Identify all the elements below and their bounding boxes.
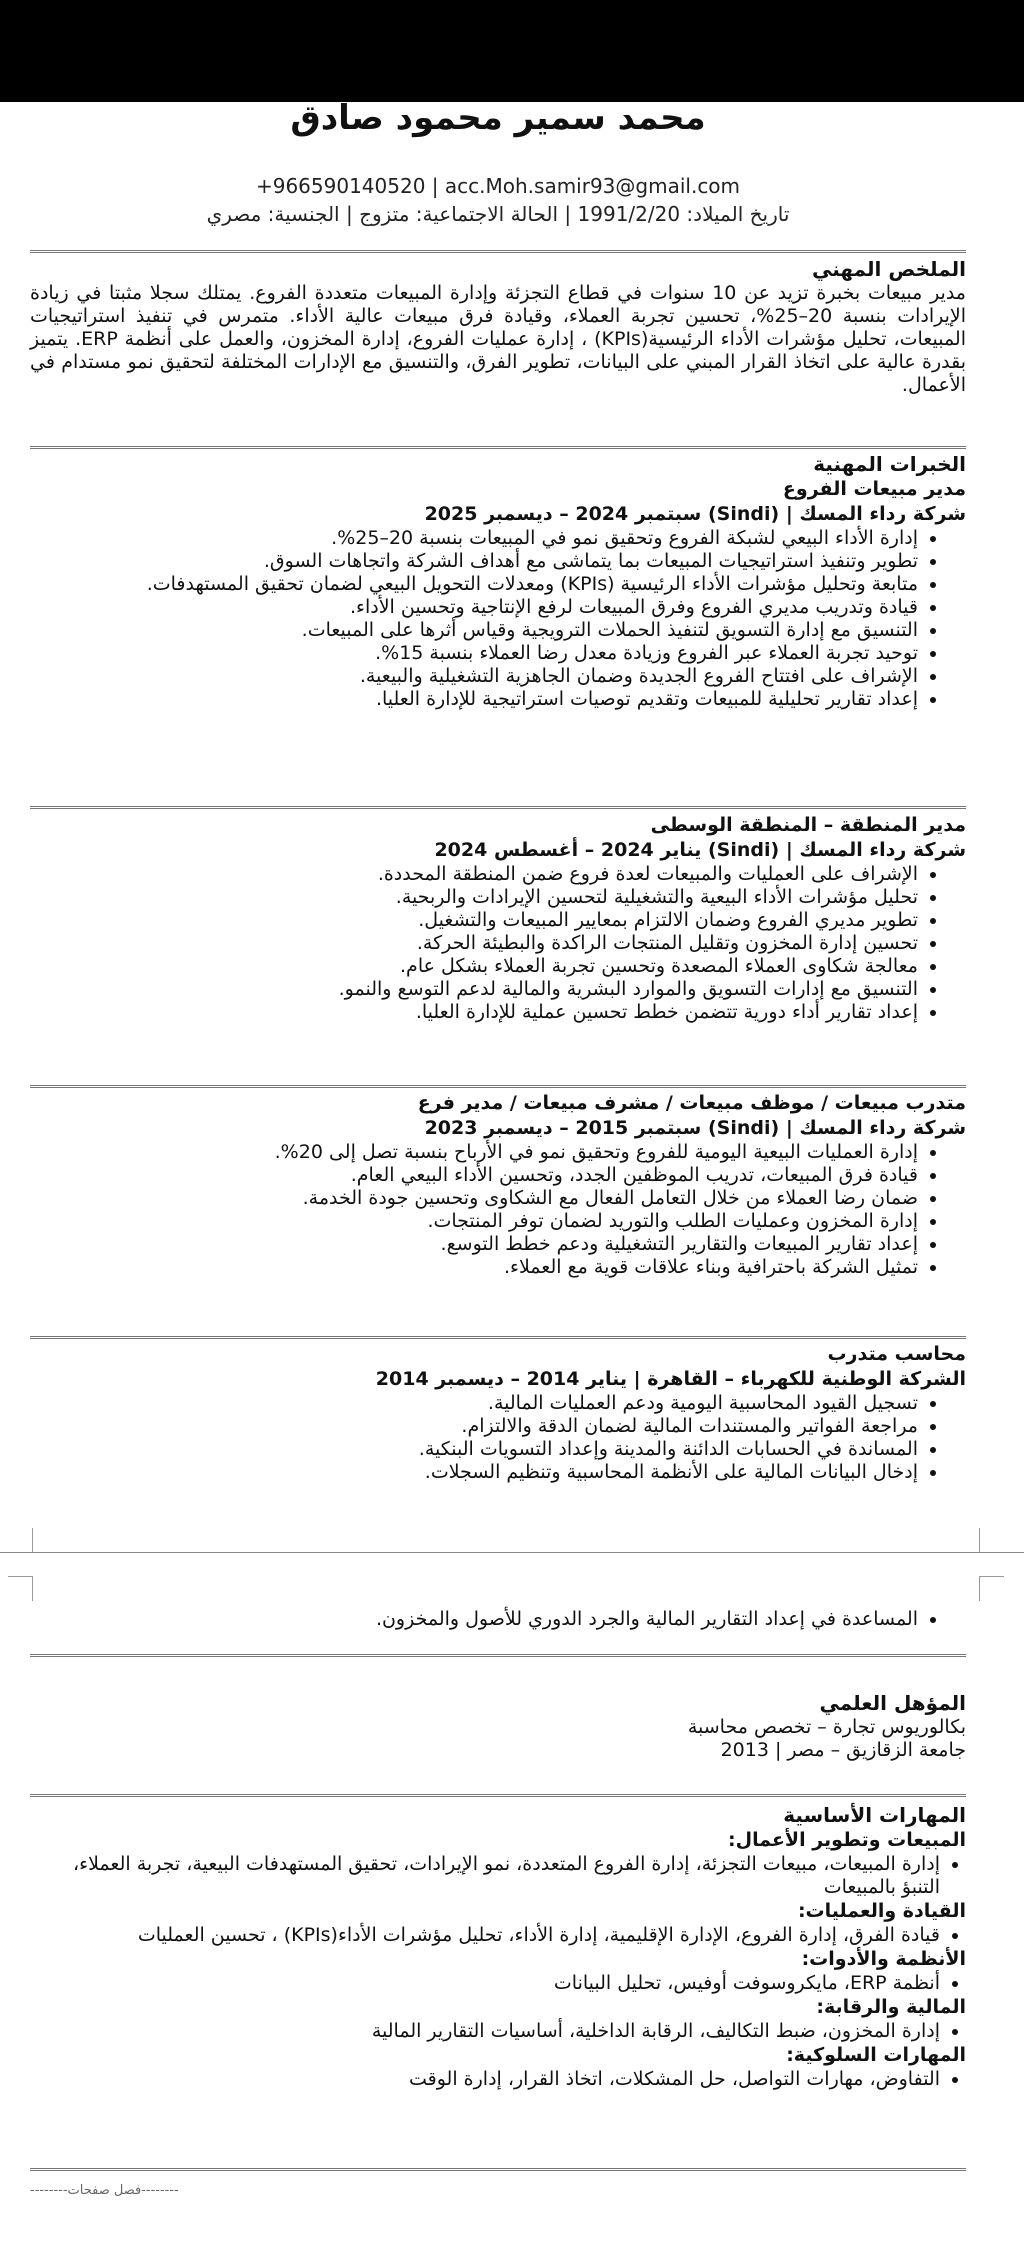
job-role: متدرب مبيعات / موظف مبيعات / مشرف مبيعات / مدير فرع xyxy=(417,1092,966,1114)
separator: | xyxy=(425,174,439,198)
list-item: • تمثيل الشركة باحترافية وبناء علاقات قوية مع العملاء. xyxy=(30,1256,918,1279)
list-item: • متابعة وتحليل مؤشرات الأداء الرئيسية (KPIs) ومعدلات التحويل البيعي لضمان تحقيق المستهدفات. xyxy=(30,573,918,596)
job-bullets xyxy=(30,1608,966,1631)
summary-text: مدير مبيعات بخبرة تزيد عن 10 سنوات في قطاع التجزئة وإدارة المبيعات متعددة الفروع. يمتلك سجلا مثبتا في زيادة الإيرادات بنسبة 20–25%، تحسين تجربة العملاء، وقيادة فرق مبيعات عالية الأداء. متمرس في تنفيذ استراتيجيات المبيعات، تحليل مؤشرات الأداء الرئيسية(KPIs) ، إدارة عمليات الفروع، إدارة المخزون، والعمل على أنظمة ERP. يتميز بقدرة عالية على اتخاذ القرار المبني على البيانات، تطوير الفرق، والتنسيق مع الإدارات المختلفة لتحقيق نمو مستدام في الأعمال. xyxy=(30,282,966,396)
list-item: • أنظمة ERP، مايكروسوفت أوفيس، تحليل البيانات xyxy=(30,1972,940,1995)
list-item: • التنسيق مع إدارات التسويق والموارد البشرية والمالية لدعم التوسع والنمو. xyxy=(30,978,918,1001)
job-company: شركة رداء المسك | (Sindi) يناير 2024 – أغسطس 2024 xyxy=(434,839,966,861)
list-item: • إعداد تقارير أداء دورية تتضمن خطط تحسين عملية للإدارة العليا. xyxy=(30,1001,918,1024)
skills-title: المهارات الأساسية xyxy=(783,1803,966,1827)
list-item: • الإشراف على العمليات والمبيعات لعدة فروع ضمن المنطقة المحددة. xyxy=(30,863,918,886)
job-1 xyxy=(30,451,966,711)
summary-section xyxy=(30,256,966,397)
page-break xyxy=(0,1532,1024,1604)
job-bullets xyxy=(30,1392,966,1484)
skill-group-name: المهارات السلوكية: xyxy=(786,2044,966,2066)
email[interactable]: acc.Moh.samir93@gmail.com xyxy=(444,174,741,198)
job-bullets xyxy=(30,863,966,1024)
skill-list xyxy=(30,1853,966,1899)
skill-list xyxy=(30,1972,966,1995)
job-bullets xyxy=(30,527,966,711)
crop-mark xyxy=(979,1576,1004,1601)
skill-group-name: القيادة والعمليات: xyxy=(797,1900,966,1922)
list-item: • قيادة فرق المبيعات، تدريب الموظفين الجدد، وتحسين الأداء البيعي العام. xyxy=(30,1164,918,1187)
list-item: • قيادة الفرق، إدارة الفروع، الإدارة الإقليمية، إدارة الأداء، تحليل مؤشرات الأداء(KPIs) ، تحسين العمليات xyxy=(30,1924,940,1947)
applicant-name: محمد سمير محمود صادق xyxy=(290,98,706,138)
personal-info: تاريخ الميلاد: 1991/2/20 | الحالة الاجتماعية: متزوج | الجنسية: مصري xyxy=(206,202,790,226)
education-section xyxy=(30,1690,966,1762)
crop-mark xyxy=(979,1528,1004,1553)
skill-list xyxy=(30,2068,966,2091)
page-break-label: --------فصل صفحات-------- xyxy=(30,2183,179,2198)
list-item: • التفاوض، مهارات التواصل، حل المشكلات، اتخاذ القرار، إدارة الوقت xyxy=(30,2068,940,2091)
skill-list xyxy=(30,1924,966,1947)
list-item: • تحليل مؤشرات الأداء البيعية والتشغيلية لتحسين الإيرادات والربحية. xyxy=(30,886,918,909)
skill-list xyxy=(30,2020,966,2043)
list-item: • مراجعة الفواتير والمستندات المالية لضمان الدقة والالتزام. xyxy=(30,1415,918,1438)
job-company: شركة رداء المسك | (Sindi) سبتمبر 2024 – ديسمبر 2025 xyxy=(424,503,966,525)
job-company: شركة رداء المسك | (Sindi) سبتمبر 2015 – ديسمبر 2023 xyxy=(424,1117,966,1139)
skill-group-name: الأنظمة والأدوات: xyxy=(801,1948,966,1970)
list-item: • إعداد تقارير تحليلية للمبيعات وتقديم توصيات استراتيجية للإدارة العليا. xyxy=(30,688,918,711)
list-item: • توحيد تجربة العملاء عبر الفروع وزيادة معدل رضا العملاء بنسبة 15%. xyxy=(30,642,918,665)
list-item: • إدارة المخزون، ضبط التكاليف، الرقابة الداخلية، أساسيات التقارير المالية xyxy=(30,2020,940,2043)
job-3-content xyxy=(30,1091,966,1279)
divider xyxy=(30,1336,966,1339)
divider xyxy=(30,446,966,449)
list-item: • معالجة شكاوى العملاء المصعدة وتحسين تجربة العملاء بشكل عام. xyxy=(30,955,918,978)
resume-header xyxy=(30,98,966,228)
divider xyxy=(30,2168,966,2171)
skills-section xyxy=(30,1802,966,2091)
list-item: • إعداد تقارير المبيعات والتقارير التشغيلية ودعم خطط التوسع. xyxy=(30,1233,918,1256)
list-item: • التنسيق مع إدارة التسويق لتنفيذ الحملات الترويجية وقياس أثرها على المبيعات. xyxy=(30,619,918,642)
school: جامعة الزقازيق – مصر | 2013 xyxy=(720,1739,966,1761)
job-role: مدير مبيعات الفروع xyxy=(782,478,966,500)
job-2 xyxy=(30,813,966,1024)
divider xyxy=(30,1794,966,1797)
experience-title: الخبرات المهنية xyxy=(813,452,966,476)
degree: بكالوريوس تجارة – تخصص محاسبة xyxy=(687,1716,966,1738)
list-item: • تحسين إدارة المخزون وتقليل المنتجات الراكدة والبطيئة الحركة. xyxy=(30,932,918,955)
list-item: • تسجيل القيود المحاسبية اليومية ودعم العمليات المالية. xyxy=(30,1392,918,1415)
list-item: • إدارة الأداء البيعي لشبكة الفروع وتحقيق نمو في المبيعات بنسبة 20–25%. xyxy=(30,527,918,550)
list-item: • إدارة المبيعات، مبيعات التجزئة، إدارة الفروع المتعددة، نمو الإيرادات، تحقيق المستهدفات البيعية، تجربة العملاء، التنبؤ بالمبيعات xyxy=(30,1853,940,1899)
top-black-bar xyxy=(0,0,1024,102)
summary-title: الملخص المهني xyxy=(812,257,966,281)
crop-mark xyxy=(8,1528,33,1553)
job-role: محاسب متدرب xyxy=(827,1343,966,1365)
list-item: • المساعدة في إعداد التقارير المالية والجرد الدوري للأصول والمخزون. xyxy=(30,1608,918,1631)
list-item: • تطوير مديري الفروع وضمان الالتزام بمعايير المبيعات والتشغيل. xyxy=(30,909,918,932)
job-4 xyxy=(30,1342,966,1484)
education-title: المؤهل العلمي xyxy=(819,1691,966,1715)
list-item: • إدارة العمليات البيعية اليومية للفروع وتحقيق نمو في الأرباح بنسبة تصل إلى 20%. xyxy=(30,1141,918,1164)
list-item: • الإشراف على افتتاح الفروع الجديدة وضمان الجاهزية التشغيلية والبيعية. xyxy=(30,665,918,688)
divider xyxy=(30,806,966,809)
contact-line xyxy=(30,172,966,200)
skill-group-name: المبيعات وتطوير الأعمال: xyxy=(728,1829,966,1851)
page-edge-line xyxy=(0,1552,1024,1553)
job-role: مدير المنطقة – المنطقة الوسطى xyxy=(650,814,966,836)
list-item: • تطوير وتنفيذ استراتيجيات المبيعات بما يتماشى مع أهداف الشركة واتجاهات السوق. xyxy=(30,550,918,573)
divider xyxy=(30,250,966,253)
list-item: • المساندة في الحسابات الدائنة والمدينة وإعداد التسويات البنكية. xyxy=(30,1438,918,1461)
list-item: • إدارة المخزون وعمليات الطلب والتوريد لضمان توفر المنتجات. xyxy=(30,1210,918,1233)
divider xyxy=(30,1085,966,1088)
job-4-continued xyxy=(30,1608,966,1631)
list-item: • قيادة وتدريب مديري الفروع وفرق المبيعات لرفع الإنتاجية وتحسين الأداء. xyxy=(30,596,918,619)
list-item: • ضمان رضا العملاء من خلال التعامل الفعال مع الشكاوى وتحسين جودة الخدمة. xyxy=(30,1187,918,1210)
phone: +966590140520 xyxy=(255,174,426,198)
divider xyxy=(30,1654,966,1657)
list-item: • إدخال البيانات المالية على الأنظمة المحاسبية وتنظيم السجلات. xyxy=(30,1461,918,1484)
job-bullets xyxy=(30,1141,966,1279)
skill-group-name: المالية والرقابة: xyxy=(816,1996,966,2018)
job-company: الشركة الوطنية للكهرباء – القاهرة | يناير 2014 – ديسمبر 2014 xyxy=(375,1368,966,1390)
crop-mark xyxy=(8,1576,33,1601)
